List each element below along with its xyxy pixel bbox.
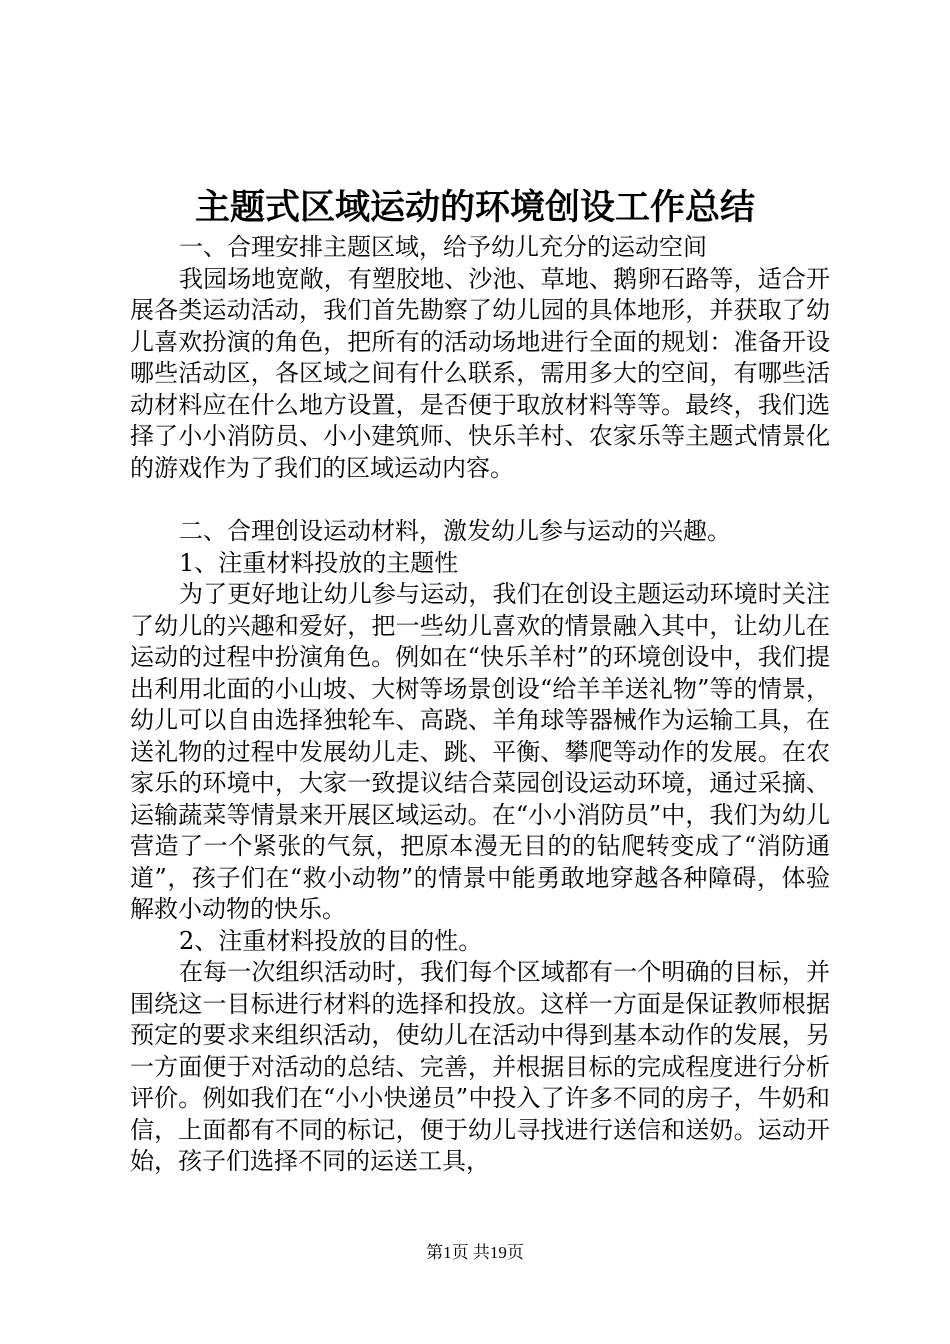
paragraph-venue-planning: 我园场地宽敞，有塑胶地、沙池、草地、鹅卵石路等，适合开展各类运动活动，我们首先勘察了幼儿园的具体地形，并获取了幼儿喜欢扮演的角色，把所有的活动场地进行全面的规划：准备开设哪些活动区，各区域之间有什么联系，需用多大的空间，有哪些活动材料应在什么地方设置，是否便于取放材料等等。最终，我们选择了小小消防员、小小建筑师、快乐羊村、农家乐等主题式情景化的游戏作为了我们的区域运动内容。 (130, 264, 830, 482)
document-body (130, 232, 830, 1178)
document-title: 主题式区域运动的环境创设工作总结 (194, 187, 755, 228)
paragraph-purposeful-materials: 在每一次组织活动时，我们每个区域都有一个明确的目标，并围绕这一目标进行材料的选择和投放。这样一方面是保证教师根据预定的要求来组织活动，使幼儿在活动中得到基本动作的发展，另一方面便于对活动的总结、完善，并根据目标的完成程度进行分析评价。例如我们在“小小快递员”中投入了许多不同的房子，牛奶和信，上面都有不同的标记，便于幼儿寻找进行送信和送奶。运动开始，孩子们选择不同的运送工具， (130, 958, 830, 1175)
section-heading-1: 一、合理安排主题区域，给予幼儿充分的运动空间 (179, 233, 707, 261)
subsection-heading-2: 2、注重材料投放的目的性。 (179, 926, 483, 955)
subsection-heading-1: 1、注重材料投放的主题性 (179, 548, 459, 577)
page-footer: 第1页 共19页 (426, 1243, 524, 1262)
paragraph-thematic-materials: 为了更好地让幼儿参与运动，我们在创设主题运动环境时关注了幼儿的兴趣和爱好，把一些幼儿喜欢的情景融入其中，让幼儿在运动的过程中扮演角色。例如在“快乐羊村”的环境创设中，我们提出利用北面的小山坡、大树等场景创设“给羊羊送礼物”等的情景，幼儿可以自由选择独轮车、高跷、羊角球等器械作为运输工具，在送礼物的过程中发展幼儿走、跳、平衡、攀爬等动作的发展。在农家乐的环境中，大家一致提议结合菜园创设运动环境，通过采摘、运输蔬菜等情景来开展区域运动。在“小小消防员”中，我们为幼儿营造了一个紧张的气氛，把原本漫无目的的钻爬转变成了“消防通道”，孩子们在“救小动物”的情景中能勇敢地穿越各种障碍，体验解救小动物的快乐。 (130, 580, 830, 923)
section-heading-2: 二、合理创设运动材料，激发幼儿参与运动的兴趣。 (179, 517, 731, 545)
